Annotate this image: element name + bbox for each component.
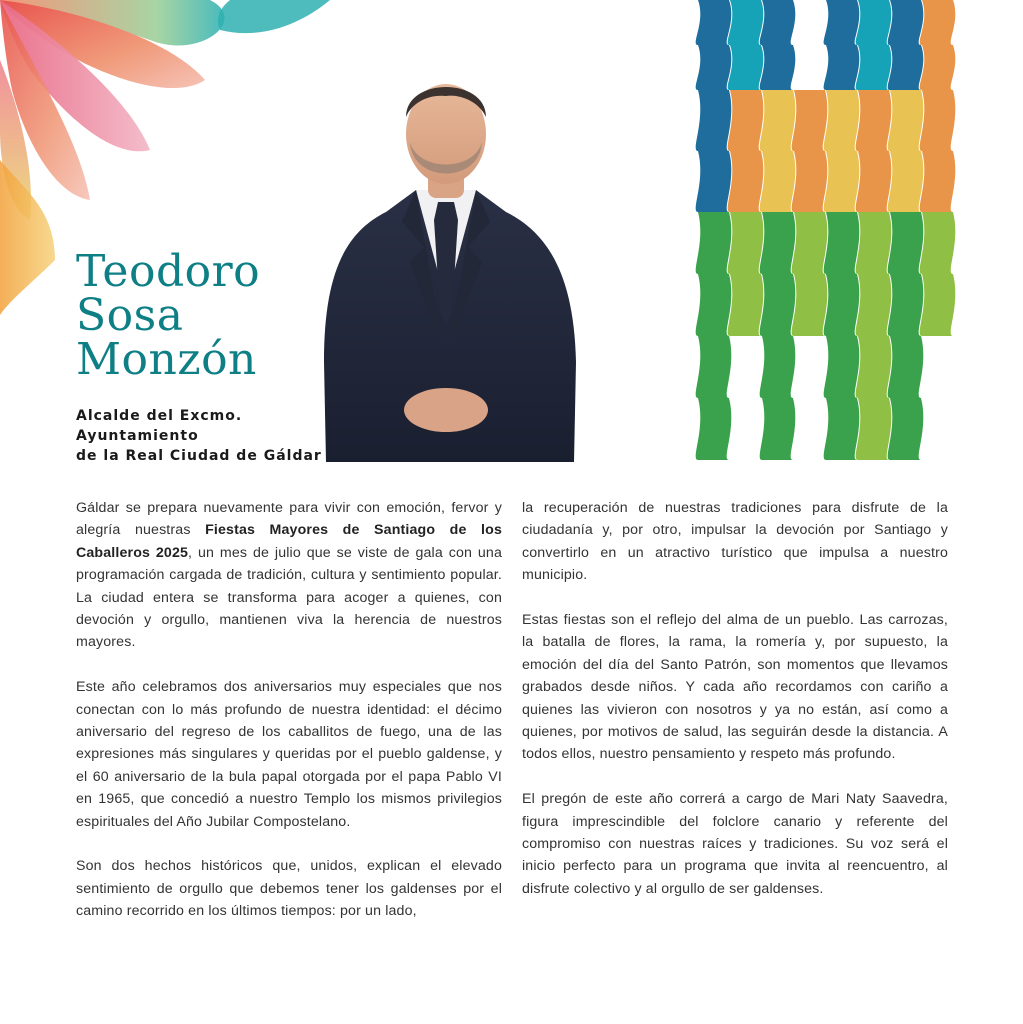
wave-stripe: [728, 212, 764, 336]
role-line-3: de la Real Ciudad de Gáldar: [76, 448, 322, 464]
wave-stripe: [856, 336, 892, 460]
wave-stripe: [760, 90, 796, 212]
name-line-2: Sosa: [76, 290, 184, 341]
wave-stripe: [856, 212, 892, 336]
wave-stripe: [760, 212, 796, 336]
paragraph-4: la recuperación de nuestras tradiciones para disfrute de la ciudadanía y, por otro, impulsar la devoción por Santiago y convertirlo en un atractivo turístico que impulsa a nuestro municipio.: [522, 500, 948, 584]
wave-stripe: [856, 90, 892, 212]
mayor-role: [76, 406, 322, 466]
wave-stripe: [888, 212, 924, 336]
paragraph-2: Este año celebramos dos aniversarios muy especiales que nos conectan con lo más profundo de nuestra identidad: el décimo aniversario del regreso de los caballitos de fuego, una de las expresiones más singulares y queridas por el pueblo galdense, y el 60 aniversario de la bula papal otorgada por el papa Pablo VI en 1965, que concedió a nuestro Templo los mismos privilegios espirituales del Año Jubilar Compostelano.: [76, 679, 502, 830]
festival-name: Fiestas Mayores de Santiago de los Caballeros 2025: [76, 522, 502, 561]
paragraph-3: Son dos hechos históricos que, unidos, explican el elevado sentimiento de orgullo que debemos tener los galdenses por el camino recorrido en los últimos tiempos: por un lado,: [76, 858, 502, 920]
wave-stripe: [824, 90, 860, 212]
wave-stripes-decoration: [694, 0, 956, 460]
paragraph-6: El pregón de este año correrá a cargo de Mari Naty Saavedra, figura imprescindible del folclore canario y referente del compromiso con nuestras raíces y tradiciones. Su voz será el inicio perfecto para un programa que invita al reencuentro, al disfrute colectivo y al orgullo de ser galdenses.: [522, 791, 948, 897]
wave-stripe: [824, 336, 860, 460]
wave-stripe: [696, 90, 732, 212]
paragraph-1-start: Gáldar se prepara nuevamente para vivir con emoción, fervor y alegría nuestras: [76, 500, 502, 539]
wave-stripe: [728, 0, 764, 90]
wave-stripe: [760, 336, 796, 460]
text-column-right: [522, 497, 948, 923]
name-line-3: Monzón: [76, 334, 257, 385]
text-column-left: [76, 497, 502, 945]
wave-stripe: [920, 90, 956, 212]
wave-stripe: [728, 90, 764, 212]
wave-stripe: [888, 336, 924, 460]
paragraph-1: [76, 497, 502, 654]
wave-stripe: [824, 212, 860, 336]
role-line-1: Alcalde del Excmo.: [76, 408, 243, 424]
wave-stripe: [888, 0, 924, 90]
wave-stripe: [856, 0, 892, 90]
paragraph-1-end: , un mes de julio que se viste de gala con una programación cargada de tradición, cultura y sentimiento popular. La ciudad entera se transforma para acoger a quienes, con devoción y orgullo, mantienen viva la herencia de nuestros mayores.: [76, 544, 502, 651]
wave-stripe: [824, 0, 860, 90]
wave-stripe: [696, 0, 732, 90]
wave-stripe: [792, 212, 828, 336]
wave-stripe: [792, 90, 828, 212]
wave-stripe: [696, 336, 732, 460]
mayor-portrait: [306, 72, 586, 462]
paragraph-5: Estas fiestas son el reflejo del alma de un pueblo. Las carrozas, la batalla de flores, la rama, la romería y, por supuesto, la emoción del día del Santo Patrón, son momentos que llevamos grabados desde niños. Y cada año recordamos con cariño a quienes las vivieron con nosotros y ya no están, así como a quienes, por motivos de salud, las seguirán desde la distancia. A todos ellos, nuestro pensamiento y respeto más profundo.: [522, 612, 948, 763]
name-line-1: Teodoro: [76, 246, 261, 297]
wave-stripe: [920, 0, 956, 90]
wave-stripe: [888, 90, 924, 212]
wave-stripe: [760, 0, 796, 90]
mayor-name: [76, 246, 261, 385]
wave-stripe: [920, 212, 956, 336]
wave-stripe: [696, 212, 732, 336]
role-line-2: Ayuntamiento: [76, 428, 199, 444]
